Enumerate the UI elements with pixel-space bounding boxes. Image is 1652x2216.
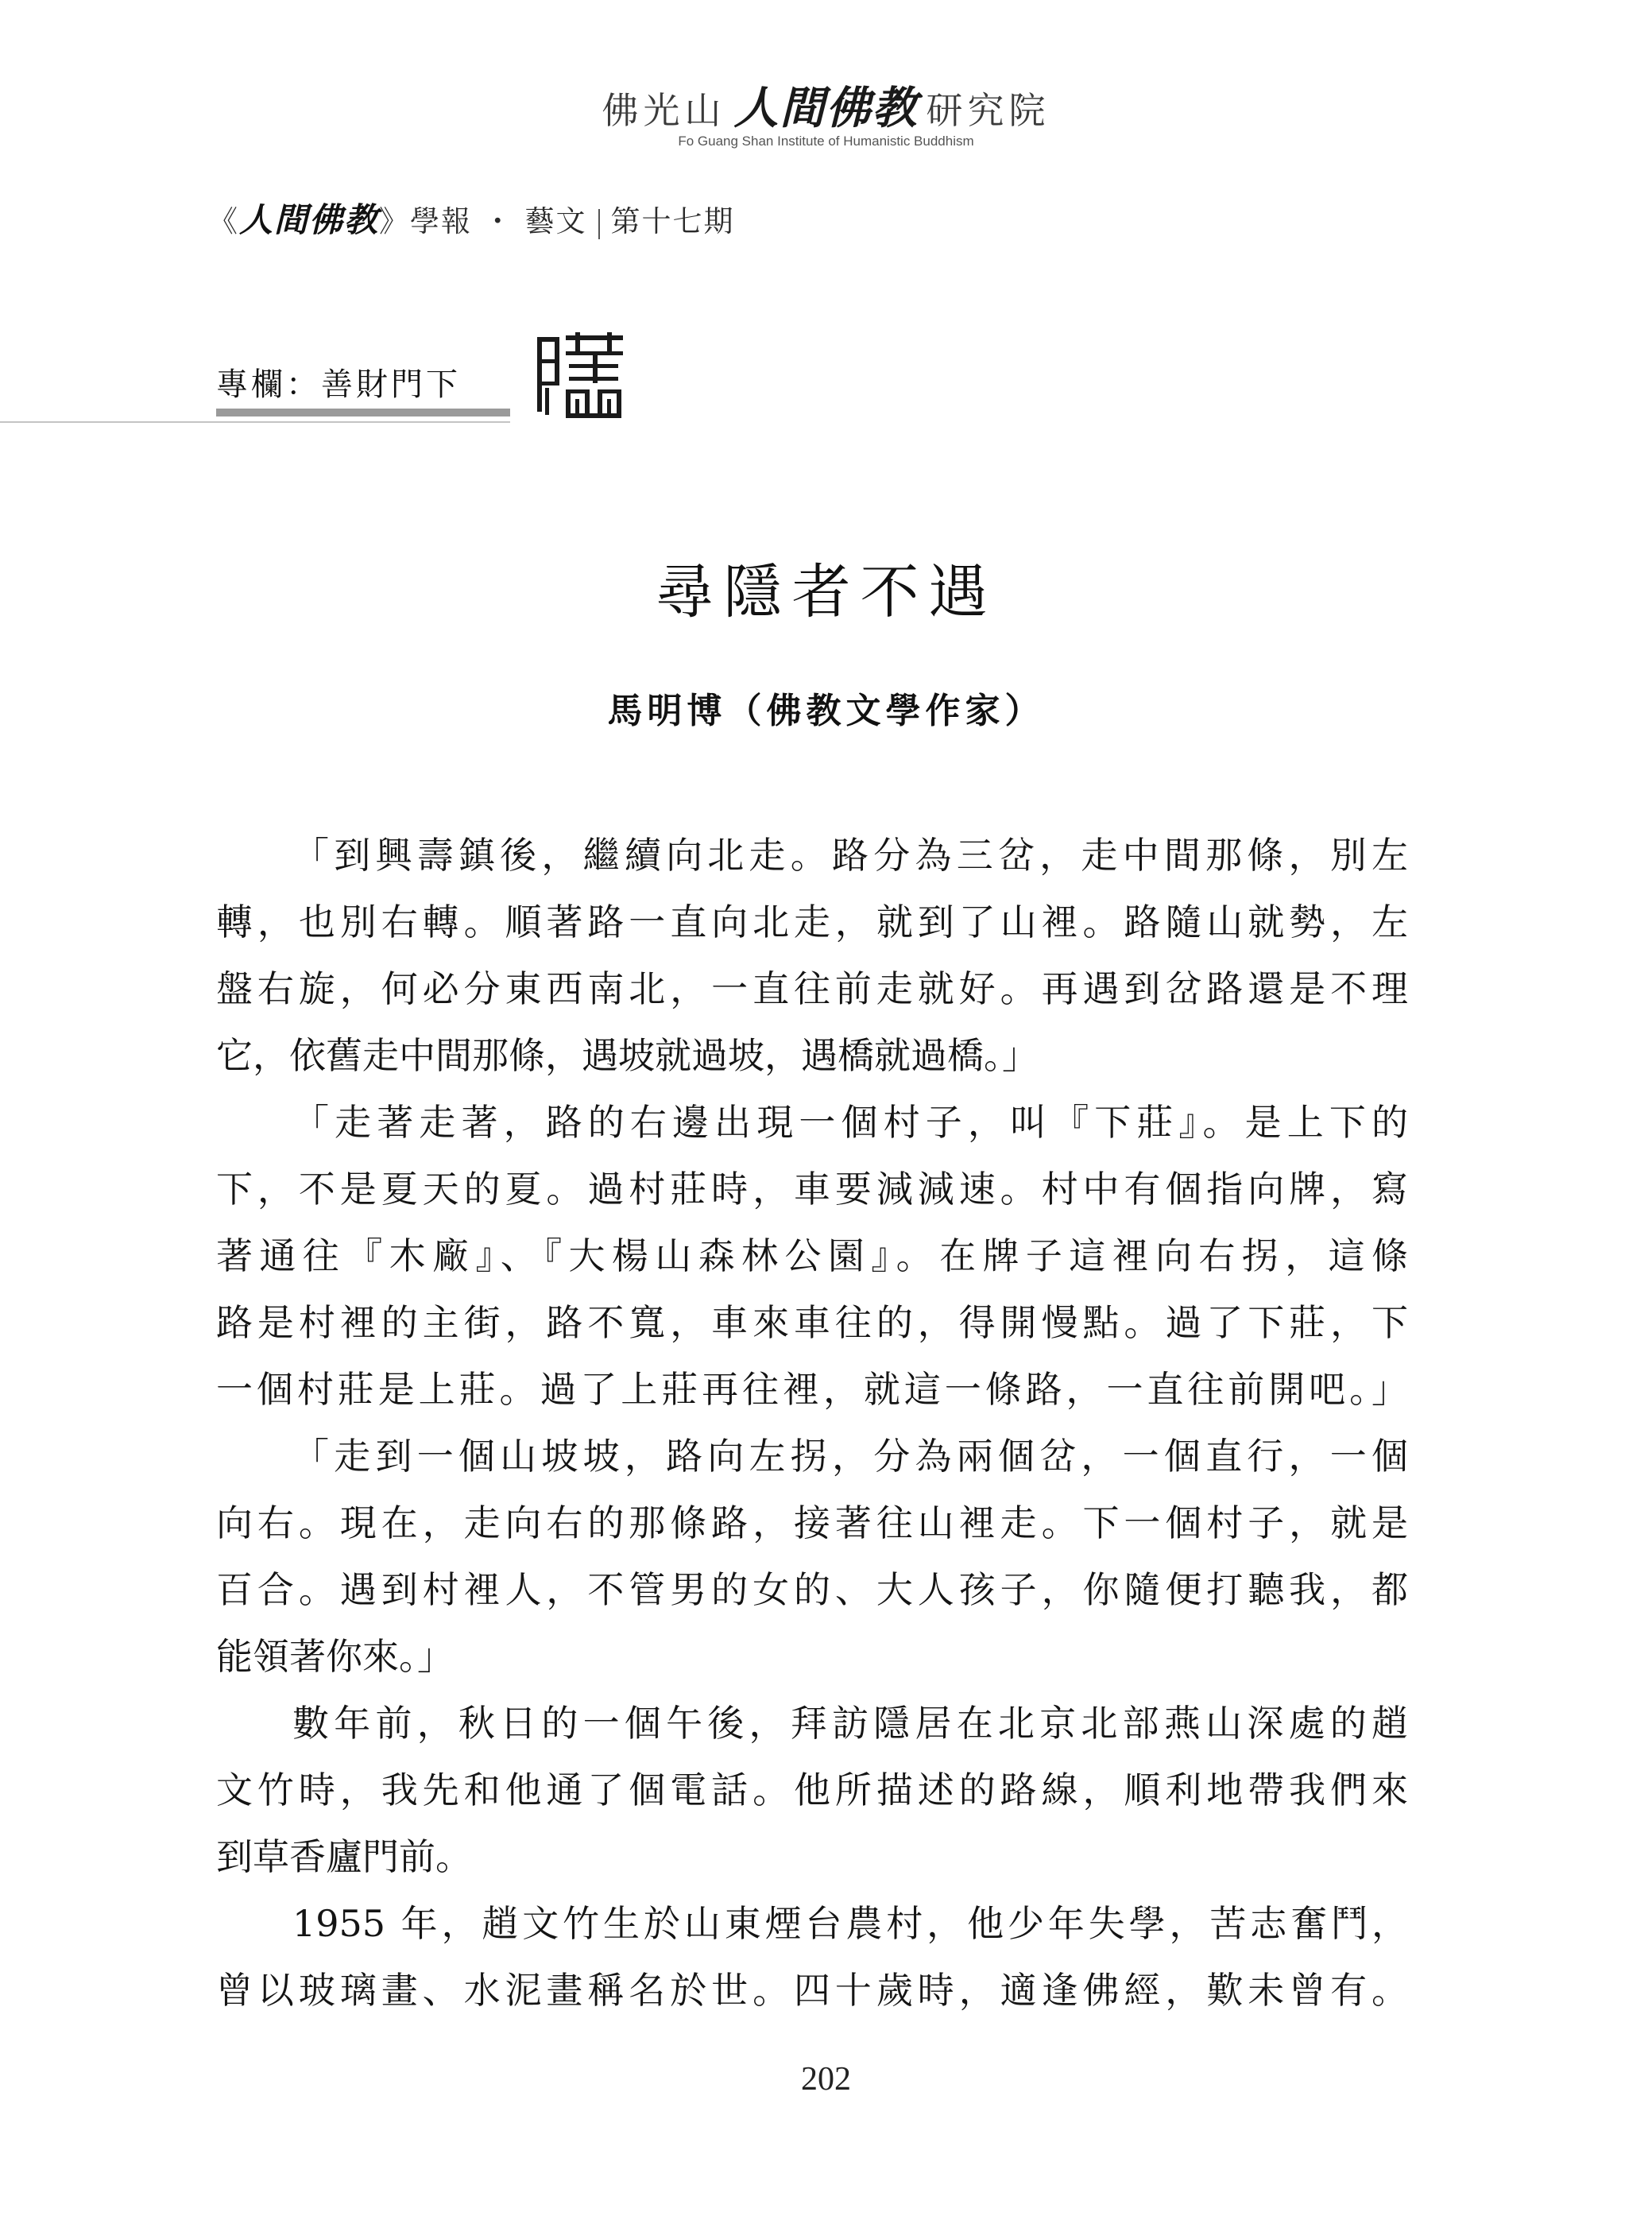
institute-prefix: 佛光山 [602,89,726,132]
journal-open-bracket: 《 [208,204,239,238]
journal-issue: 第十七期 [610,204,735,238]
journal-name: 》學報 ・ 藝文 [379,204,587,238]
institute-suffix: 研究院 [926,89,1050,132]
body-line: 能領著你來。」 [216,1635,454,1678]
body-line: 1955 年，趙文竹生於山東煙台農村，他少年失學，苦志奮鬥， [292,1902,1408,1945]
body-line: 數年前，秋日的一個午後，拜訪隱居在北京北部燕山深處的趙 [292,1702,1408,1745]
seal-stamp-icon [534,332,626,421]
body-line: 路是村裡的主街，路不寬，車來車往的，得開慢點。過了下莊，下 [216,1301,1408,1344]
journal-header [208,194,735,242]
body-line: 向右。現在，走向右的那條路，接著往山裡走。下一個村子，就是 [216,1501,1408,1544]
body-line: 百合。遇到村裡人，不管男的女的、大人孩子，你隨便打聽我，都 [216,1568,1408,1611]
institute-header [0,73,1652,137]
body-line: 文竹時，我先和他通了個電話。他所描述的路線，順利地帶我們來 [216,1769,1408,1811]
body-line: 一個村莊是上莊。過了上莊再往裡，就這一條路，一直往前開吧。」 [216,1368,1408,1411]
body-line: 盤右旋，何必分東西南北，一直往前走就好。再遇到岔路還是不理 [216,967,1408,1010]
body-line: 著通往『木廠』、『大楊山森林公園』。在牌子這裡向右拐，這條 [216,1234,1408,1277]
body-line: 到草香廬門前。 [216,1835,472,1878]
body-line: 曾以玻璃畫、水泥畫稱名於世。四十歲時，適逢佛經，歎未曾有。 [216,1969,1408,2012]
institute-english-name: Fo Guang Shan Institute of Humanistic Buddhism [678,134,974,149]
body-line: 轉，也別右轉。順著路一直向北走，就到了山裡。路隨山就勢，左 [216,901,1408,943]
page-number: 202 [801,2061,851,2098]
body-line: 下，不是夏天的夏。過村莊時，車要減減速。村中有個指向牌，寫 [216,1168,1408,1211]
article-title: 尋隱者不遇 [655,558,997,626]
body-line: 「到興壽鎮後，繼續向北走。路分為三岔，走中間那條，別左 [292,834,1408,877]
article-body [216,822,1408,2024]
journal-separator [598,209,600,239]
column-label: 專欄：善財門下 [216,366,461,403]
body-line: 「走著走著，路的右邊出現一個村子，叫『下莊』。是上下的 [292,1101,1408,1144]
column-underline [216,409,510,416]
article-author: 馬明博（佛教文學作家） [607,691,1045,731]
column-divider-line [0,421,510,423]
body-line: 它，依舊走中間那條，遇坡就過坡，遇橋就過橋。」 [216,1034,1039,1077]
institute-brand-logo: 人間佛教 [733,83,919,134]
body-line: 「走到一個山坡坡，路向左拐，分為兩個岔，一個直行，一個 [292,1435,1408,1478]
journal-brand-logo: 人間佛教 [239,200,380,239]
